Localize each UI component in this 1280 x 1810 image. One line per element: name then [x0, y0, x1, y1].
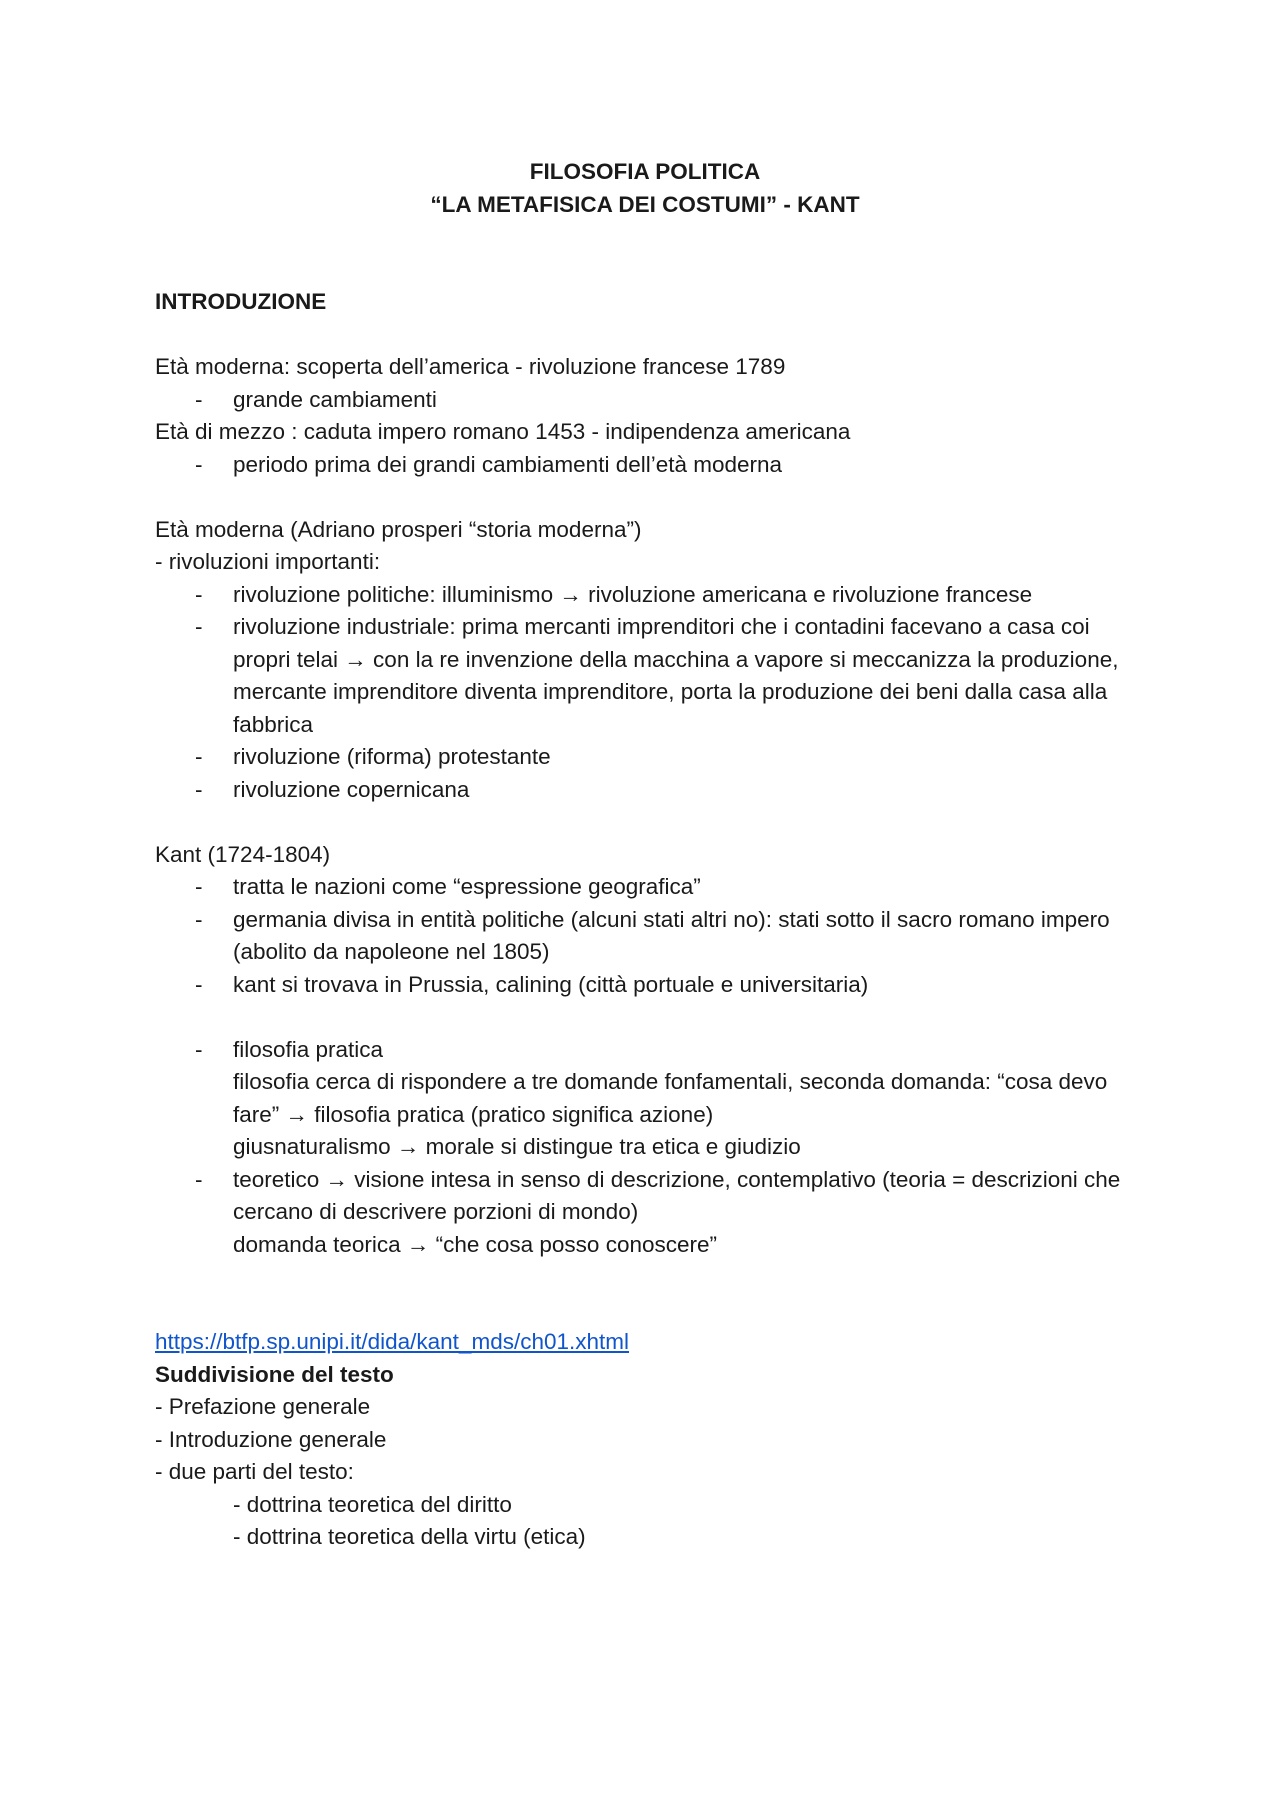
- document-content: [155, 156, 1135, 1554]
- list-item: [155, 904, 1135, 969]
- list-item-text: tratta le nazioni come “espressione geografica”: [233, 874, 701, 899]
- list-item-text: filosofia pratica: [233, 1036, 384, 1062]
- list-item: [155, 449, 1135, 482]
- list-item: [155, 741, 1135, 774]
- list-item: [155, 1164, 1135, 1229]
- list-item: [155, 871, 1135, 904]
- list-item-text: germania divisa in entità politiche (alcuni stati altri no): stati sotto il sacro romano impero (abolito da napoleone nel 1805): [233, 906, 1110, 964]
- bullet-dash: -: [195, 874, 203, 899]
- bullet-dash: -: [195, 744, 203, 769]
- list-item-text: rivoluzione (riforma) protestante: [233, 744, 551, 769]
- document-title-line-1: FILOSOFIA POLITICA: [529, 159, 761, 184]
- list-item-text: periodo prima dei grandi cambiamenti dell’età moderna: [233, 451, 783, 477]
- list-item: [155, 384, 1135, 417]
- kant-line: Kant (1724-1804): [155, 841, 331, 867]
- bullet-dash: -: [195, 451, 203, 477]
- teoretico-text: domanda teorica → “che cosa posso conoscere”: [233, 1231, 718, 1257]
- bullet-dash: -: [195, 1166, 203, 1192]
- bullet-dash: -: [195, 614, 203, 639]
- list-item-text: rivoluzione industriale: prima mercanti imprenditori che i contadini facevano a casa coi propri telai → con la re invenzione della macchina a vapore si meccanizza la produzione, mercante imprenditore diventa imprenditore, porta la produzione dei beni dalla casa alla fabbrica: [233, 614, 1119, 737]
- list-item-text: teoretico → visione intesa in senso di descrizione, contemplativo (teoria = descrizioni che cercano di descrivere porzioni di mondo): [233, 1166, 1121, 1224]
- modern-age-line: Età moderna (Adriano prosperi “storia moderna”): [155, 516, 642, 542]
- list-item: [155, 611, 1135, 741]
- subdivision-heading: Suddivisione del testo: [155, 1361, 394, 1387]
- bullet-dash: -: [195, 1036, 203, 1062]
- bullet-dash: -: [195, 971, 203, 997]
- bullet-dash: -: [195, 581, 203, 607]
- list-item: - Prefazione generale: [155, 1394, 371, 1419]
- list-item: [155, 1034, 1135, 1067]
- bullet-dash: -: [195, 776, 203, 802]
- list-item: [155, 579, 1135, 612]
- pratica-text-1: filosofia cerca di rispondere a tre domande fonfamentali, seconda domanda: “cosa devo fare” → filosofia pratica (pratico significa azione): [233, 1069, 1108, 1127]
- list-item: [155, 969, 1135, 1002]
- list-item: - Introduzione generale: [155, 1426, 387, 1452]
- list-item-text: grande cambiamenti: [233, 386, 437, 412]
- intro-heading: INTRODUZIONE: [155, 289, 327, 314]
- list-item-text: kant si trovava in Prussia, calining (città portuale e universitaria): [233, 971, 869, 997]
- list-item: - dottrina teoretica della virtu (etica): [233, 1524, 586, 1549]
- list-item: - dottrina teoretica del diritto: [233, 1491, 512, 1517]
- pratica-text-2: giusnaturalismo → morale si distingue tra etica e giudizio: [233, 1134, 801, 1159]
- list-item: [155, 774, 1135, 807]
- list-item-text: rivoluzione politiche: illuminismo → rivoluzione americana e rivoluzione francese: [233, 581, 1033, 607]
- middle-era-line: Età di mezzo : caduta impero romano 1453 - indipendenza americana: [155, 419, 851, 444]
- bullet-dash: -: [195, 906, 203, 932]
- document-title-line-2: “LA METAFISICA DEI COSTUMI” - KANT: [430, 191, 860, 217]
- modern-era-line: Età moderna: scoperta dell’america - rivoluzione francese 1789: [155, 354, 786, 379]
- revolutions-label: - rivoluzioni importanti:: [155, 549, 381, 574]
- source-link[interactable]: https://btfp.sp.unipi.it/dida/kant_mds/ch01.xhtml: [155, 1329, 630, 1354]
- list-item: - due parti del testo:: [155, 1459, 354, 1484]
- bullet-dash: -: [195, 386, 203, 412]
- list-item-text: rivoluzione copernicana: [233, 776, 470, 802]
